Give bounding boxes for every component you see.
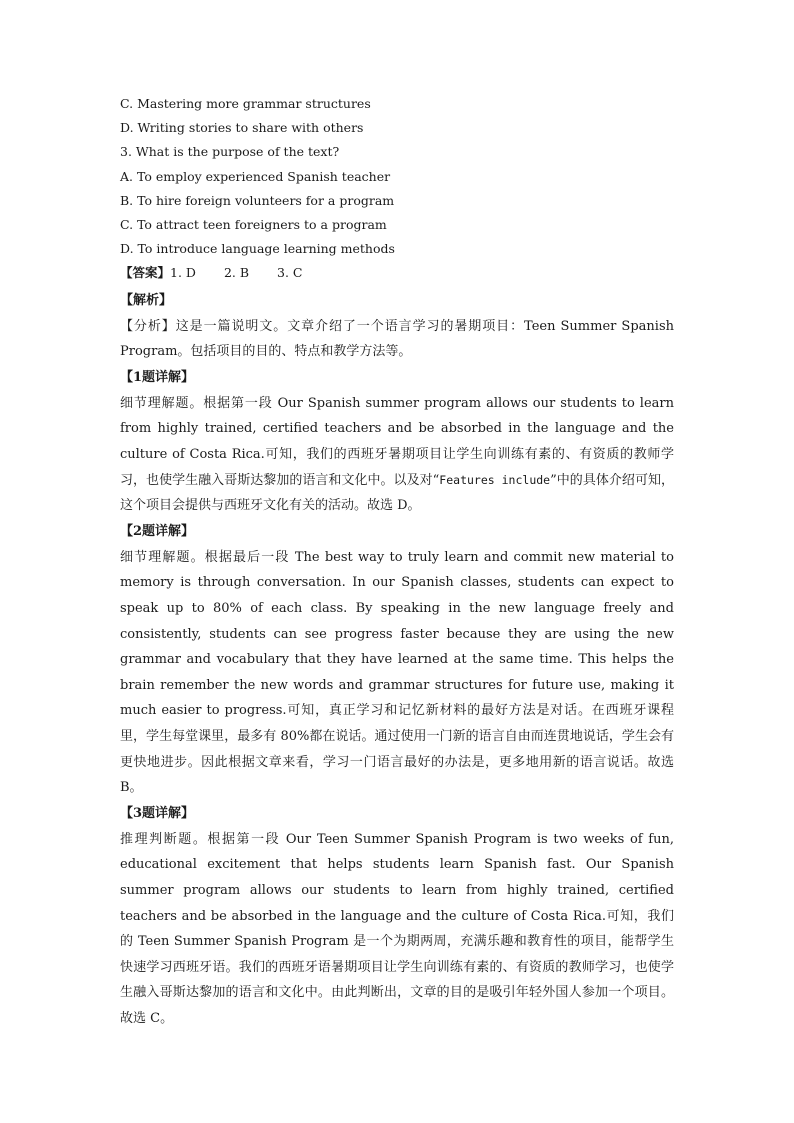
answer-item-2: 2. B xyxy=(223,265,250,281)
option-d-q2: D. Writing stories to share with others xyxy=(120,120,364,136)
option-a-q3: A. To employ experienced Spanish teacher xyxy=(120,168,391,184)
option-c-q3: C. To attract teen foreigners to a program xyxy=(120,217,387,233)
answer-item-3: 3. C xyxy=(277,265,303,281)
option-d-q3: D. To introduce language learning methods xyxy=(120,241,395,257)
answer-label: 【答案】 xyxy=(120,265,171,281)
q1-detail-title: 【1题详解】 xyxy=(120,369,195,385)
analysis-overview: 【分析】这是一篇说明文。文章介绍了一个语言学习的暑期项目：Teen Summer Spanish Program。包括项目的目的、特点和教学方法等。 xyxy=(120,318,674,360)
answer-line xyxy=(120,261,674,285)
option-b-q3: B. To hire foreign volunteers for a program xyxy=(120,192,395,208)
answer-item-1: 1. D xyxy=(170,265,196,281)
q1-text-after: ”中的具体介绍可知，这个项目会提供与西班牙文化有关的活动。故选 D。 xyxy=(120,472,674,514)
q1-detail-text xyxy=(120,391,674,519)
option-c-q2: C. Mastering more grammar structures xyxy=(120,96,371,111)
q2-detail-text: 细节理解题。根据最后一段 The best way to truly learn and commit new material to memory is through conversation. In our Spanish classes, students can expect to speak up to 80% of each class. By speaking in the new language freely and consistently, students can see progress faster because they are using the new grammar and vocabulary that they have learned at the same time. This helps the brain remember the new words and grammar structures for future use, making it much easier to progress.可知，真正学习和记忆新材料的最好方法是对话。在西班牙课程里，学生每堂课里，最多有 80%都在说话。通过使用一门新的语言自由而连贯地说话，学生会有更快地进步。因此根据文章来看，学习一门语言最好的办法是，更多地用新的语言说话。故选 B。 xyxy=(120,549,674,796)
document-page xyxy=(120,92,674,1031)
q1-text-before: 细节理解题。根据第一段 Our Spanish summer program allows our students to learn from highly trained, certified teachers and be absorbed in the language and the culture of Costa Rica.可知，我们的西班牙暑期项目让学生向训练有素的、有资质的教师学习，也使学生融入哥斯达黎加的语言和文化中。以及对“ xyxy=(120,395,674,488)
q2-detail-title: 【2题详解】 xyxy=(120,523,195,539)
q3-detail-text: 推理判断题。根据第一段 Our Teen Summer Spanish Program is two weeks of fun, educational excitement that helps students learn Spanish fast. Our Spanish summer program allows our students to learn from highly trained, certified teachers and be absorbed in the language and the culture of Costa Rica.可知，我们的 Teen Summer Spanish Program 是一个为期两周，充满乐趣和教育性的项目，能帮学生快速学习西班牙语。我们的西班牙语暑期项目让学生向训练有素的、有资质的教师学习，也使学生融入哥斯达黎加的语言和文化中。由此判断出，文章的目的是吸引年轻外国人参加一个项目。故选 C。 xyxy=(120,831,674,1026)
analysis-title: 【解析】 xyxy=(120,292,173,308)
question-3-stem: 3. What is the purpose of the text? xyxy=(120,144,340,160)
q1-code-term: Features include xyxy=(439,472,551,487)
q3-detail-title: 【3题详解】 xyxy=(120,805,195,821)
